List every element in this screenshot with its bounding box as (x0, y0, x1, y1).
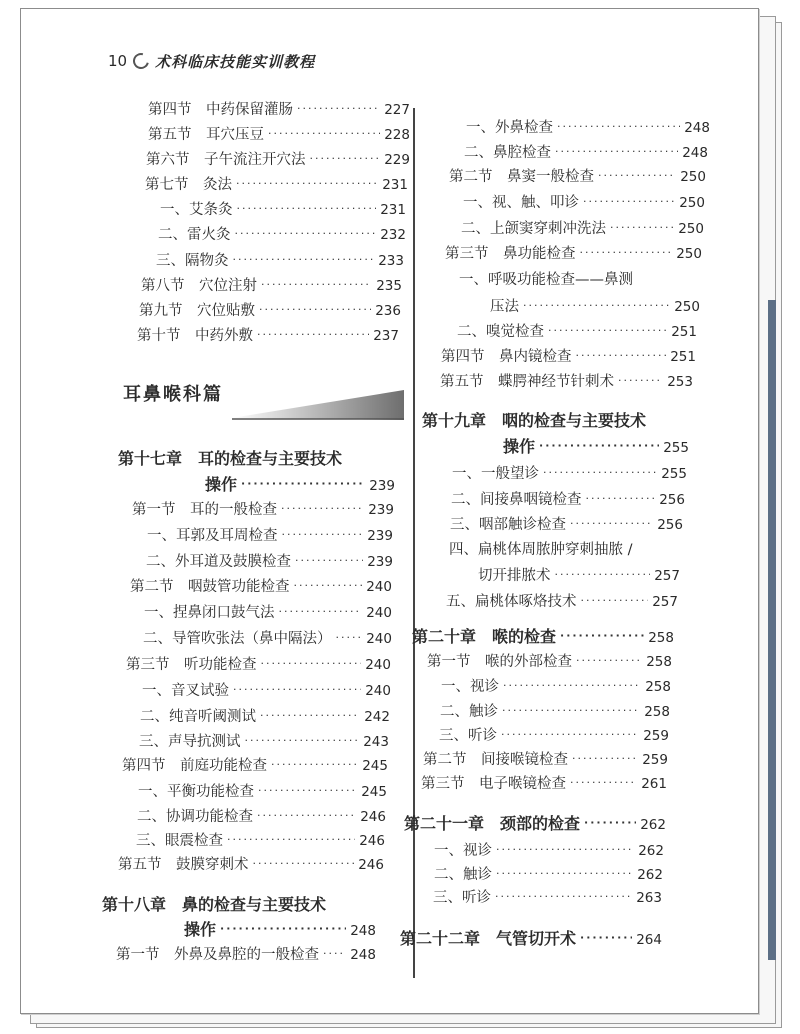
leader-dots (495, 890, 632, 903)
leader-dots (310, 152, 381, 165)
chapter-title: 第二十章 喉的检查 (412, 627, 557, 646)
toc-entry-page: 231 (382, 177, 408, 193)
toc-entry[interactable] (490, 295, 700, 316)
toc-entry-label: 第八节 穴位注射 (141, 278, 257, 294)
page-header (108, 50, 315, 72)
leader-dots (580, 246, 673, 259)
leader-dots (543, 466, 657, 479)
toc-entry-label: 一、音叉试验 (142, 683, 229, 699)
toc-entry-page: 258 (646, 654, 672, 670)
leader-dots (227, 833, 355, 846)
toc-entry-label: 二、导管吹张法（鼻中隔法） (143, 631, 332, 647)
toc-entry[interactable] (441, 675, 671, 696)
toc-entry-page: 229 (384, 152, 410, 168)
toc-entry-page: 239 (367, 528, 393, 544)
toc-entry[interactable] (441, 345, 696, 366)
toc-entry-page: 245 (362, 758, 388, 774)
toc-entry-label: 三、隔物灸 (156, 253, 229, 269)
leader-dots (618, 374, 663, 387)
column-divider (413, 108, 415, 978)
toc-entry-page: 264 (636, 932, 662, 948)
toc-entry-page: 259 (643, 728, 669, 744)
toc-entry-label: 二、嗅觉检查 (457, 324, 544, 340)
section-heading: 耳鼻喉科篇 (123, 384, 223, 405)
toc-entry[interactable] (136, 829, 385, 850)
toc-entry-page: 239 (369, 478, 395, 494)
toc-entry-label: 二、触诊 (434, 867, 492, 883)
toc-entry-page: 246 (358, 857, 384, 873)
toc-entry-page: 240 (366, 631, 392, 647)
toc-entry-page: 233 (378, 253, 404, 269)
toc-entry[interactable] (464, 141, 708, 162)
leader-dots (220, 922, 346, 935)
toc-entry-label: 第三节 电子喉镜检查 (421, 776, 566, 792)
toc-entry-label: 压法 (490, 299, 519, 315)
toc-entry-page: 248 (350, 947, 376, 963)
toc-entry[interactable] (143, 627, 392, 648)
chapter-entry[interactable] (412, 624, 674, 647)
toc-entry-page: 258 (648, 630, 674, 646)
toc-entry-label: 第四节 中药保留灌肠 (148, 102, 293, 118)
toc-entry-label: 三、听诊 (439, 728, 497, 744)
toc-entry-page: 250 (680, 169, 706, 185)
section-heading-wedge (232, 388, 404, 422)
toc-entry[interactable] (148, 123, 410, 144)
toc-entry[interactable] (139, 730, 389, 751)
toc-entry-page: 262 (640, 817, 666, 833)
leader-dots (237, 202, 377, 215)
leader-dots (576, 349, 667, 362)
chapter-title-cont: 操作 (503, 437, 536, 456)
toc-entry-label: 切开排脓术 (478, 568, 551, 584)
toc-entry[interactable] (461, 217, 704, 238)
toc-entry-page: 240 (366, 579, 392, 595)
toc-entry-label: 二、雷火灸 (158, 227, 231, 243)
toc-entry-page: 256 (659, 492, 685, 508)
leader-dots (261, 278, 372, 291)
toc-entry-label: 第一节 耳的一般检查 (132, 502, 277, 518)
leader-dots (236, 177, 378, 190)
toc-entry[interactable] (137, 805, 386, 826)
toc-entry-page: 228 (384, 127, 410, 143)
toc-entry-page: 246 (359, 833, 385, 849)
toc-entry-page: 248 (682, 145, 708, 161)
toc-entry-page: 257 (652, 594, 678, 610)
toc-entry-label: 二、纯音听阈测试 (140, 709, 256, 725)
toc-entry[interactable] (440, 700, 670, 721)
toc-entry-page: 248 (350, 923, 376, 939)
chapter-title[interactable]: 第十九章 咽的检查与主要技术 (422, 411, 647, 430)
leader-dots (336, 631, 363, 644)
leader-dots (261, 657, 362, 670)
leader-dots (257, 328, 369, 341)
leader-dots (257, 809, 356, 822)
toc-entry-label: 一、一般望诊 (452, 466, 539, 482)
leader-dots (258, 784, 357, 797)
toc-entry-label: 第三节 鼻功能检查 (445, 246, 576, 262)
leader-dots (235, 227, 377, 240)
toc-entry-label: 第四节 前庭功能检查 (122, 758, 267, 774)
toc-entry[interactable] (158, 223, 406, 244)
toc-entry-page: 262 (637, 867, 663, 883)
toc-entry-label: 三、眼震检查 (136, 833, 223, 849)
toc-entry-page: 239 (367, 554, 393, 570)
toc-entry-label: 一、艾条灸 (160, 202, 233, 218)
toc-entry-label: 二、上颌窦穿刺冲洗法 (461, 221, 606, 237)
leader-dots (496, 867, 633, 880)
toc-entry-page: 263 (636, 890, 662, 906)
toc-entry-page: 251 (671, 324, 697, 340)
chapter-entry[interactable] (400, 926, 662, 949)
toc-entry[interactable] (132, 498, 394, 519)
toc-entry-page: 256 (657, 517, 683, 533)
toc-entry[interactable] (130, 575, 392, 596)
toc-entry-label: 二、间接鼻咽镜检查 (451, 492, 582, 508)
leader-dots (523, 299, 670, 312)
toc-entry[interactable] (457, 320, 697, 341)
chapter-entry[interactable] (404, 811, 666, 834)
toc-entry-label: 五、扁桃体啄烙技术 (446, 594, 577, 610)
toc-entry[interactable] (445, 242, 702, 263)
toc-entry-label: 二、鼻腔检查 (464, 145, 551, 161)
chapter-entry[interactable] (503, 434, 689, 457)
toc-entry[interactable] (434, 839, 664, 860)
toc-entry[interactable] (141, 274, 402, 295)
chapter-entry[interactable] (184, 917, 376, 940)
toc-entry[interactable] (452, 462, 687, 483)
leader-dots (572, 752, 638, 765)
leader-dots (557, 120, 680, 133)
leader-dots (598, 169, 676, 182)
leader-dots (580, 931, 632, 944)
chapter-title-cont: 操作 (184, 920, 217, 939)
leader-dots (294, 579, 363, 592)
leader-dots (271, 758, 358, 771)
leader-dots (233, 253, 375, 266)
toc-entry-label: 第四节 鼻内镜检查 (441, 349, 572, 365)
leader-dots (245, 734, 360, 747)
toc-entry[interactable] (449, 538, 669, 559)
toc-entry-page: 237 (373, 328, 399, 344)
leader-dots (281, 502, 364, 515)
logo-icon (130, 50, 152, 72)
leader-dots (279, 605, 363, 618)
toc-entry-page: 248 (684, 120, 710, 136)
leader-dots (295, 554, 363, 567)
toc-entry[interactable] (450, 513, 683, 534)
leader-dots (241, 477, 365, 490)
toc-entry-label: 第二节 鼻窦一般检查 (449, 169, 594, 185)
toc-entry[interactable] (146, 148, 410, 169)
toc-entry[interactable] (427, 650, 672, 671)
leader-dots (583, 195, 675, 208)
toc-entry[interactable] (118, 853, 384, 874)
leader-dots (496, 843, 634, 856)
leader-dots (502, 704, 640, 717)
toc-entry-page: 250 (674, 299, 700, 315)
toc-entry-label: 二、外耳道及鼓膜检查 (146, 554, 291, 570)
leader-dots (570, 517, 653, 530)
toc-entry-label: 三、听诊 (433, 890, 491, 906)
toc-entry-label: 三、咽部触诊检查 (450, 517, 566, 533)
leader-dots (539, 439, 659, 452)
toc-entry-label: 第一节 外鼻及鼻腔的一般检查 (116, 947, 319, 963)
toc-entry[interactable] (463, 191, 705, 212)
toc-entry-page: 258 (645, 679, 671, 695)
chapter-title-cont: 操作 (205, 475, 238, 494)
toc-entry-label: 一、耳郭及耳周检查 (147, 528, 278, 544)
toc-entry[interactable] (122, 754, 388, 775)
toc-entry-label: 一、视诊 (434, 843, 492, 859)
toc-entry-page: 251 (670, 349, 696, 365)
leader-dots (297, 102, 380, 115)
toc-entry[interactable] (449, 165, 706, 186)
toc-entry-page: 250 (678, 221, 704, 237)
page-number: 10 (108, 52, 128, 70)
toc-entry-label: 第七节 灸法 (145, 177, 232, 193)
leader-dots (253, 857, 355, 870)
toc-entry-label: 二、触诊 (440, 704, 498, 720)
toc-entry-page: 245 (361, 784, 387, 800)
toc-entry-label: 一、捏鼻闭口鼓气法 (144, 605, 275, 621)
leader-dots (584, 816, 636, 829)
toc-entry-page: 236 (375, 303, 401, 319)
toc-entry[interactable] (421, 772, 667, 793)
toc-entry[interactable] (146, 550, 393, 571)
toc-entry-label: 一、呼吸功能检查——鼻测 (459, 272, 633, 288)
toc-entry-page: 240 (365, 683, 391, 699)
toc-entry[interactable] (459, 268, 659, 289)
toc-entry-page: 257 (654, 568, 680, 584)
leader-dots (268, 127, 380, 140)
toc-entry-page: 258 (644, 704, 670, 720)
toc-entry[interactable] (423, 748, 668, 769)
leader-dots (576, 654, 642, 667)
toc-entry[interactable] (142, 679, 391, 700)
toc-entry[interactable] (147, 524, 393, 545)
chapter-title[interactable]: 第十七章 耳的检查与主要技术 (118, 449, 343, 468)
toc-entry-label: 第二节 间接喉镜检查 (423, 752, 568, 768)
toc-entry[interactable] (440, 370, 693, 391)
leader-dots (555, 145, 678, 158)
toc-entry[interactable] (434, 863, 663, 884)
toc-entry[interactable] (439, 724, 669, 745)
toc-entry-label: 第一节 喉的外部检查 (427, 654, 572, 670)
toc-entry-label: 第十节 中药外敷 (137, 328, 253, 344)
leader-dots (503, 679, 641, 692)
toc-entry-page: 235 (376, 278, 402, 294)
toc-entry-page: 240 (365, 657, 391, 673)
toc-entry-label: 一、视诊 (441, 679, 499, 695)
leader-dots (501, 728, 639, 741)
toc-entry-label: 第五节 鼓膜穿刺术 (118, 857, 249, 873)
leader-dots (323, 947, 346, 960)
toc-entry-page: 239 (368, 502, 394, 518)
leader-dots (282, 528, 364, 541)
toc-entry[interactable] (137, 324, 399, 345)
toc-entry[interactable] (126, 653, 391, 674)
toc-entry[interactable] (144, 601, 392, 622)
stacked-page-edge (768, 300, 776, 960)
leader-dots (610, 221, 674, 234)
toc-entry[interactable] (160, 198, 406, 219)
toc-entry-label: 第五节 蝶腭神经节针刺术 (440, 374, 614, 390)
toc-entry-page: 232 (380, 227, 406, 243)
chapter-entry[interactable] (205, 472, 395, 495)
toc-entry-label: 第三节 听功能检查 (126, 657, 257, 673)
toc-entry-page: 246 (360, 809, 386, 825)
toc-entry-page: 240 (366, 605, 392, 621)
toc-entry-label: 第二节 咽鼓管功能检查 (130, 579, 290, 595)
leader-dots (548, 324, 667, 337)
toc-entry-label: 一、视、触、叩诊 (463, 195, 579, 211)
leader-dots (233, 683, 361, 696)
leader-dots (560, 629, 644, 642)
toc-entry[interactable] (433, 886, 662, 907)
toc-entry-label: 一、外鼻检查 (466, 120, 553, 136)
toc-entry-page: 261 (641, 776, 667, 792)
toc-entry[interactable] (140, 705, 390, 726)
toc-entry-page: 259 (642, 752, 668, 768)
toc-entry[interactable] (148, 98, 410, 119)
toc-entry-label: 第六节 子午流注开穴法 (146, 152, 306, 168)
toc-entry-page: 231 (380, 202, 406, 218)
toc-entry[interactable] (156, 249, 404, 270)
toc-entry-page: 250 (676, 246, 702, 262)
toc-entry[interactable] (478, 564, 680, 585)
leader-dots (570, 776, 637, 789)
toc-entry-page: 255 (663, 440, 689, 456)
toc-entry-label: 一、平衡功能检查 (138, 784, 254, 800)
toc-entry-label: 三、声导抗测试 (139, 734, 241, 750)
toc-entry-label: 第五节 耳穴压豆 (148, 127, 264, 143)
chapter-title[interactable]: 第十八章 鼻的检查与主要技术 (102, 895, 327, 914)
toc-entry-label: 四、扁桃体周脓肿穿刺抽脓 / (449, 542, 633, 558)
toc-entry-page: 250 (679, 195, 705, 211)
book-title: 术科临床技能实训教程 (155, 52, 316, 71)
toc-entry[interactable] (138, 780, 387, 801)
toc-entry[interactable] (139, 299, 401, 320)
toc-entry[interactable] (451, 488, 685, 509)
toc-entry[interactable] (116, 943, 376, 964)
leader-dots (260, 709, 360, 722)
toc-entry-page: 227 (384, 102, 410, 118)
toc-entry-page: 243 (363, 734, 389, 750)
leader-dots (581, 594, 649, 607)
leader-dots (555, 568, 651, 581)
toc-entry-label: 二、协调功能检查 (137, 809, 253, 825)
leader-dots (259, 303, 371, 316)
toc-entry-page: 262 (638, 843, 664, 859)
toc-entry-page: 255 (661, 466, 687, 482)
toc-entry[interactable] (446, 590, 678, 611)
toc-entry-page: 253 (667, 374, 693, 390)
leader-dots (586, 492, 656, 505)
toc-entry-page: 242 (364, 709, 390, 725)
chapter-title: 第二十一章 颈部的检查 (404, 814, 581, 833)
toc-entry[interactable] (145, 173, 408, 194)
toc-entry[interactable] (466, 116, 710, 137)
toc-entry-label: 第九节 穴位贴敷 (139, 303, 255, 319)
chapter-title: 第二十二章 气管切开术 (400, 929, 577, 948)
